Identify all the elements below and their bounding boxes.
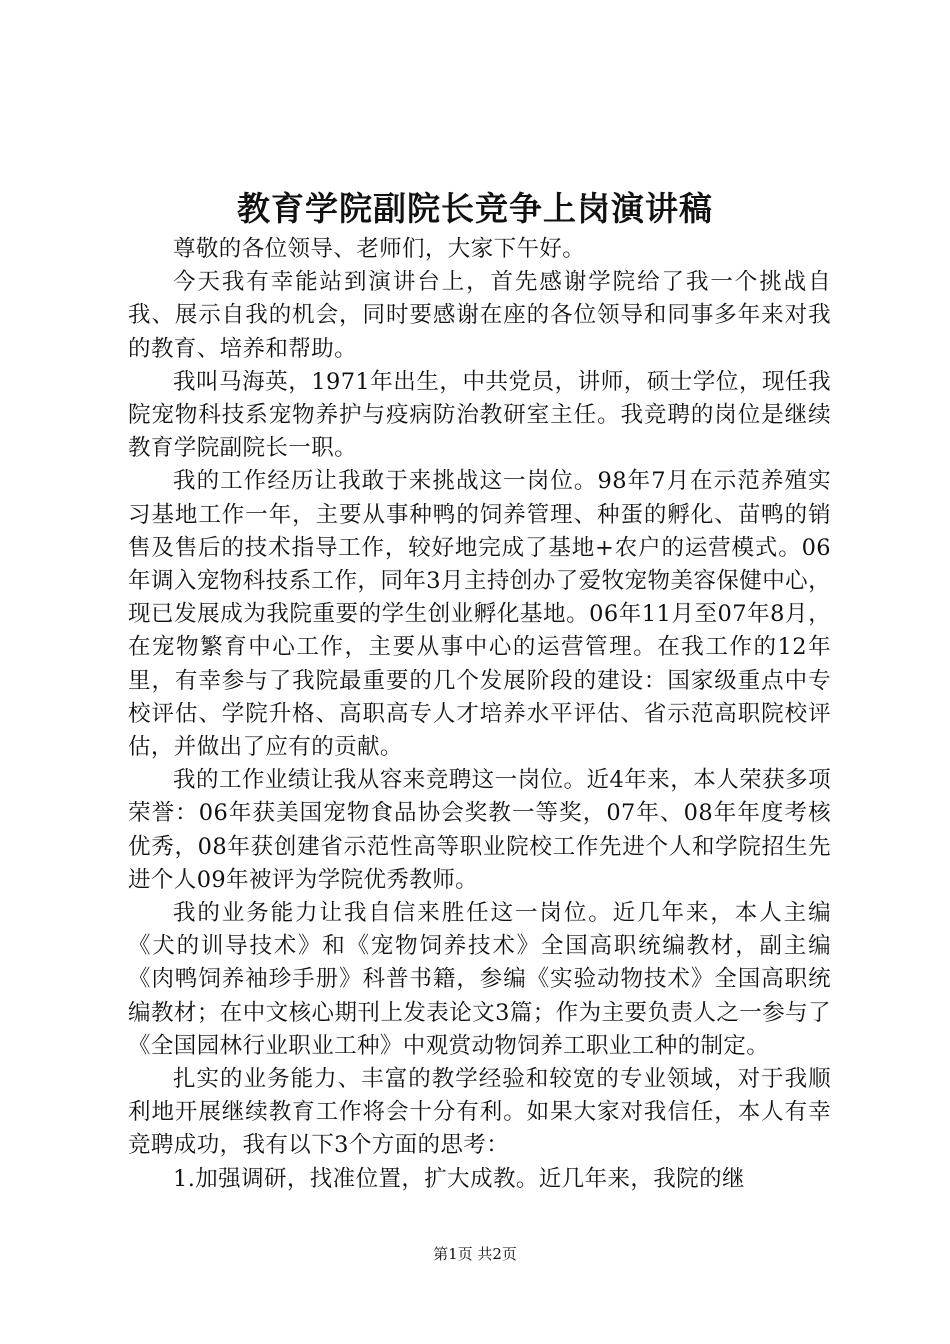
paragraph-work-experience: 我的工作经历让我敢于来挑战这一岗位。98年7月在示范养殖实习基地工作一年，主要从事种鸭的饲养管理、种蛋的孵化、苗鸭的销售及售后的技术指导工作，较好地完成了基地+农户的运营模式。06年调入宠物科技系工作，同年3月主持创办了爱牧宠物美容保健中心，现已发展成为我院重要的学生创业孵化基地。06年11月至07年8月，在宠物繁育中心工作，主要从事中心的运营管理。在我工作的12年里，有幸参与了我院最重要的几个发展阶段的建设：国家级重点中专校评估、学院升格、高职高专人才培养水平评估、省示范高职院校评估，并做出了应有的贡献。 [128,468,831,761]
paragraph-thoughts-intro: 扎实的业务能力、丰富的教学经验和较宽的专业领域，对于我顺利地开展继续教育工作将会十分有利。如果大家对我信任，本人有幸竞聘成功，我有以下3个方面的思考： [128,1066,831,1159]
paragraph-achievements: 我的工作业绩让我从容来竞聘这一岗位。近4年来，本人荣获多项荣誉：06年获美国宠物食品协会奖教一等奖，07年、08年年度考核优秀，08年获创建省示范性高等职业院校工作先进个人和学院招生先进个人09年被评为学院优秀教师。 [128,767,831,893]
document-body [128,233,831,1196]
paragraph-thanks: 今天我有幸能站到演讲台上，首先感谢学院给了我一个挑战自我、展示自我的机会，同时要感谢在座的各位领导和同事多年来对我的教育、培养和帮助。 [128,269,831,362]
page-number-footer: 第1页 共2页 [433,1245,517,1263]
paragraph-introduction: 我叫马海英，1971年出生，中共党员，讲师，硕士学位，现任我院宠物科技系宠物养护与疫病防治教研室主任。我竞聘的岗位是继续教育学院副院长一职。 [128,368,831,462]
paragraph-greeting: 尊敬的各位领导、老师们，大家下午好。 [173,236,586,262]
document-title: 教育学院副院长竞争上岗演讲稿 [237,189,713,228]
paragraph-point-one: 1.加强调研，找准位置，扩大成教。近几年来，我院的继 [173,1165,745,1192]
paragraph-professional-ability: 我的业务能力让我自信来胜任这一岗位。近几年来，本人主编《犬的训导技术》和《宠物饲养技术》全国高职统编教材，副主编《肉鸭饲养袖珍手册》科普书籍，参编《实验动物技术》全国高职统编教材；在中文核心期刊上发表论文3篇；作为主要负责人之一参与了《全国园林行业职业工种》中观赏动物饲养工职业工种的制定。 [128,900,831,1059]
